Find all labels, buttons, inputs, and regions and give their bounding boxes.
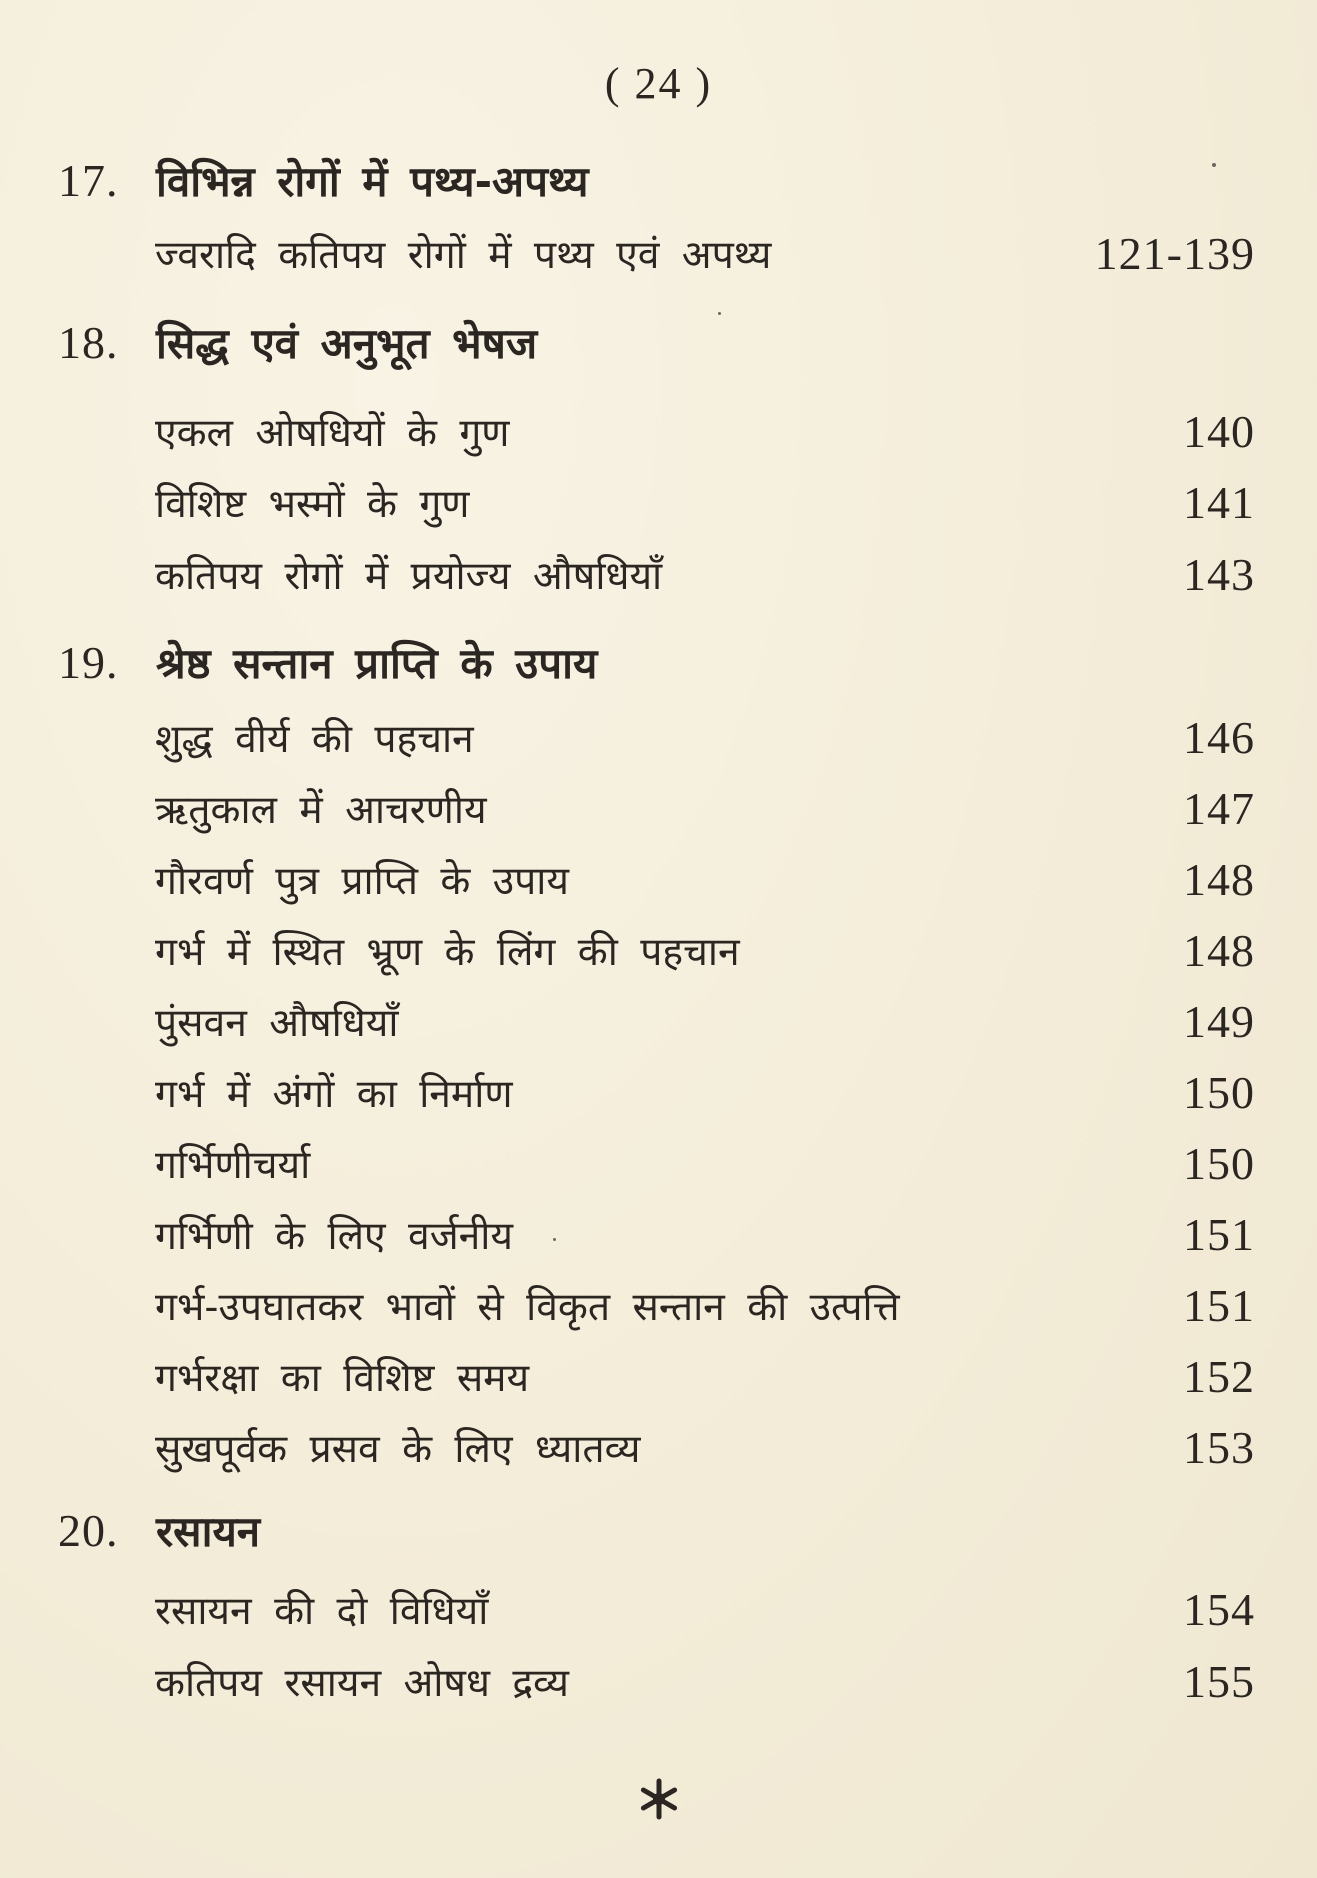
- toc-entry: [155, 708, 1255, 766]
- section-number: 17.: [58, 154, 119, 206]
- paper-speck: [1212, 163, 1216, 167]
- section-title: रसायन: [156, 1506, 261, 1556]
- section-heading-18: [58, 312, 537, 372]
- entry-page: 155: [1183, 1655, 1255, 1707]
- toc-entry: [155, 1580, 1255, 1638]
- entry-title: पुंसवन औषधियाँ: [155, 1000, 399, 1046]
- entry-page: 154: [1183, 1583, 1255, 1635]
- toc-entry: [155, 992, 1255, 1050]
- toc-entry: [155, 402, 1255, 460]
- page-number: ( 24 ): [604, 59, 713, 108]
- entry-page: 148: [1183, 853, 1255, 905]
- paper-speck: [553, 1238, 556, 1241]
- entry-title: गर्भ-उपघातकर भावों से विकृत सन्तान की उत्पत्ति: [155, 1284, 900, 1330]
- section-title: सिद्ध एवं अनुभूत भेषज: [156, 318, 538, 368]
- entry-page: 150: [1183, 1137, 1255, 1189]
- entry-title: गर्भरक्षा का विशिष्ट समय: [155, 1355, 530, 1401]
- entry-page: 148: [1183, 924, 1255, 976]
- section-heading-17: [58, 150, 589, 210]
- entry-page: 147: [1183, 782, 1255, 834]
- entry-title: कतिपय रसायन ओषध द्रव्य: [155, 1660, 570, 1706]
- entry-title: गर्भिणीचर्या: [155, 1142, 311, 1188]
- entry-page: 150: [1183, 1066, 1255, 1118]
- entry-page: 153: [1183, 1421, 1255, 1473]
- toc-entry: [155, 1418, 1255, 1476]
- entry-title: गर्भ में अंगों का निर्माण: [155, 1071, 513, 1117]
- toc-entry: [155, 1652, 1255, 1710]
- toc-entry: [155, 545, 1255, 603]
- entry-title: ज्वरादि कतिपय रोगों में पथ्य एवं अपथ्य: [155, 232, 772, 278]
- toc-entry: [155, 1063, 1255, 1121]
- entry-title: गर्भिणी के लिए वर्जनीय: [155, 1213, 514, 1259]
- entry-title: रसायन की दो विधियाँ: [155, 1588, 489, 1634]
- entry-page: 143: [1183, 548, 1255, 600]
- entry-page: 151: [1183, 1279, 1255, 1331]
- entry-page: 146: [1183, 711, 1255, 763]
- entry-title: सुखपूर्वक प्रसव के लिए ध्यातव्य: [155, 1426, 641, 1472]
- entry-title: गर्भ में स्थित भ्रूण के लिंग की पहचान: [155, 929, 740, 975]
- entry-title: ऋतुकाल में आचरणीय: [155, 787, 487, 833]
- toc-entry: [155, 1205, 1255, 1263]
- entry-page: 152: [1183, 1350, 1255, 1402]
- section-number: 20.: [58, 1504, 119, 1556]
- toc-entry: [155, 921, 1255, 979]
- toc-entry: [155, 1276, 1255, 1334]
- asterisk-icon: [635, 1775, 683, 1823]
- entry-page: 141: [1183, 476, 1255, 528]
- section-heading-19: [58, 632, 597, 692]
- section-number: 19.: [58, 636, 119, 688]
- entry-title: शुद्ध वीर्य की पहचान: [155, 716, 474, 762]
- toc-entry: [155, 850, 1255, 908]
- toc-entry: [155, 779, 1255, 837]
- section-number: 18.: [58, 316, 119, 368]
- toc-entry: [155, 1347, 1255, 1405]
- paper-speck: [718, 312, 721, 315]
- section-heading-20: [58, 1500, 260, 1560]
- section-title: श्रेष्ठ सन्तान प्राप्ति के उपाय: [156, 638, 598, 688]
- toc-entry: [155, 224, 1255, 282]
- entry-title: विशिष्ट भस्मों के गुण: [155, 481, 470, 527]
- entry-page: 121-139: [1094, 227, 1255, 279]
- entry-page: 151: [1183, 1208, 1255, 1260]
- toc-entry: [155, 1134, 1255, 1192]
- section-title: विभिन्न रोगों में पथ्य-अपथ्य: [156, 156, 589, 206]
- entry-title: कतिपय रोगों में प्रयोज्य औषधियाँ: [155, 553, 663, 599]
- entry-page: 149: [1183, 995, 1255, 1047]
- entry-title: गौरवर्ण पुत्र प्राप्ति के उपाय: [155, 858, 569, 904]
- entry-title: एकल ओषधियों के गुण: [155, 410, 510, 456]
- toc-entry: [155, 473, 1255, 531]
- asterisk-ornament-icon: [0, 1775, 1317, 1827]
- entry-page: 140: [1183, 405, 1255, 457]
